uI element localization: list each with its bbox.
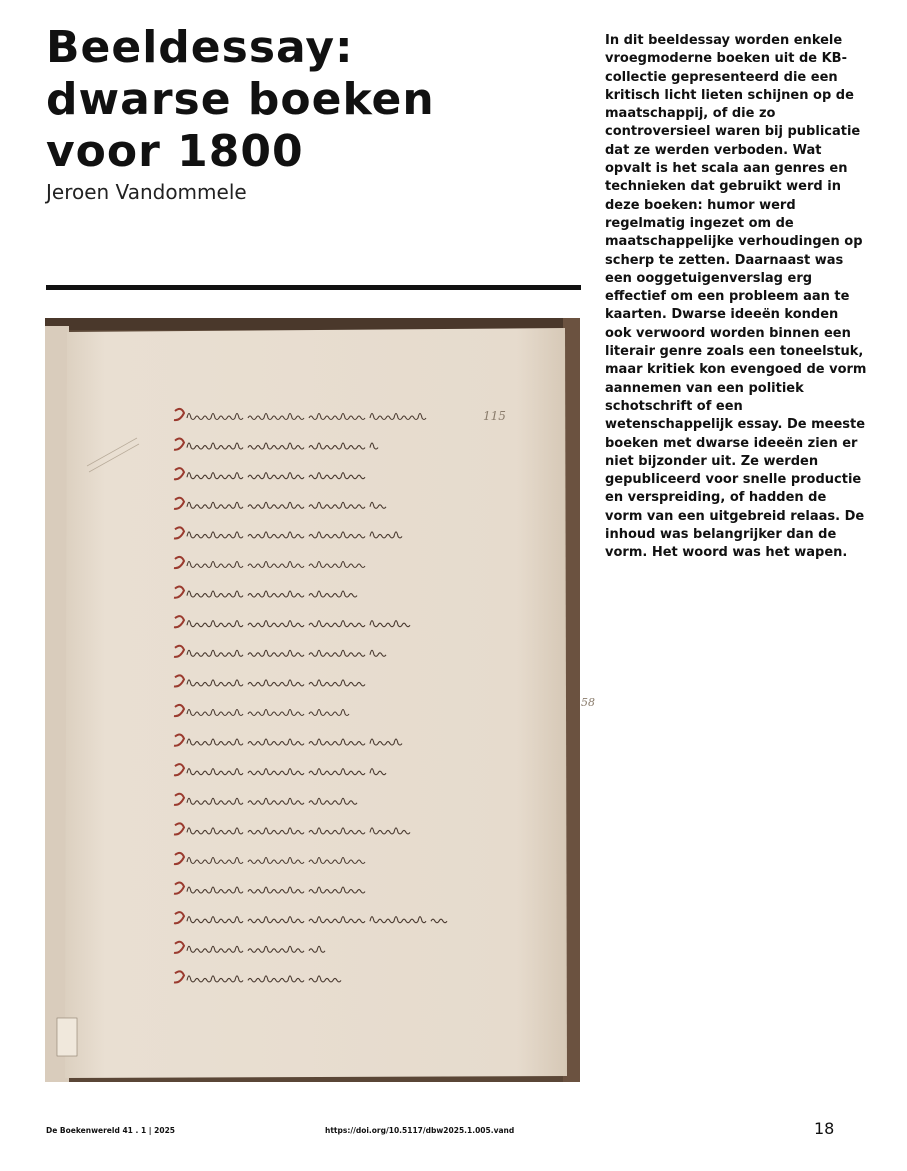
title-line-2: dwarse boeken — [46, 74, 435, 125]
page-tab — [57, 1018, 77, 1056]
page-number: 18 — [814, 1119, 835, 1138]
title-line-1: Beeldessay: — [46, 22, 354, 73]
footer-journal: De Boekenwereld 41 . 1 | 2025 — [46, 1126, 176, 1135]
intro-paragraph: In dit beeldessay worden enkele vroegmoderne boeken uit de KB-collectie gepresenteerd die een kritisch licht lieten schijnen op de maatschappij, of die zo controversieel waren bij publicatie dat ze werden verboden. Wat opvalt is het scala aan genres en technieken dat gebruikt werd in deze boeken: humor werd regelmatig ingezet om de maatschappelijke verhoudingen op scherp te zetten. Daarnaast was een ooggetuigenverslag erg effectief om een probleem aan te kaarten. Dwarse ideeën konden ook verwoord worden binnen een literair genre zoals een toneelstuk, maar kritiek kon evengoed de vorm aannemen van een politiek schotschrift of een wetenschappelijk essay. De meeste boeken met dwarse ideeën zien er niet bijzonder uit. Ze werden gepubliceerd voor snelle productie en verspreiding, of hadden de vorm van een uitgebreid relaas. De inhoud was belangrijker dan de vorm. Het woord was het wapen. — [605, 33, 867, 561]
binding-top-edge — [45, 318, 580, 330]
manuscript-page-illustration — [45, 318, 580, 1082]
folio-number: 58 — [581, 696, 595, 709]
author-name: Jeroen Vandommele — [46, 180, 247, 204]
footer-doi[interactable]: https://doi.org/10.5117/dbw2025.1.005.vand — [325, 1126, 515, 1135]
title-rule — [46, 285, 581, 290]
article-title — [46, 22, 586, 178]
manuscript-page — [65, 328, 567, 1078]
title-line-3: voor 1800 — [46, 126, 304, 177]
manuscript-image — [45, 318, 595, 1082]
folio-mark-secondary: 115 — [483, 409, 506, 423]
